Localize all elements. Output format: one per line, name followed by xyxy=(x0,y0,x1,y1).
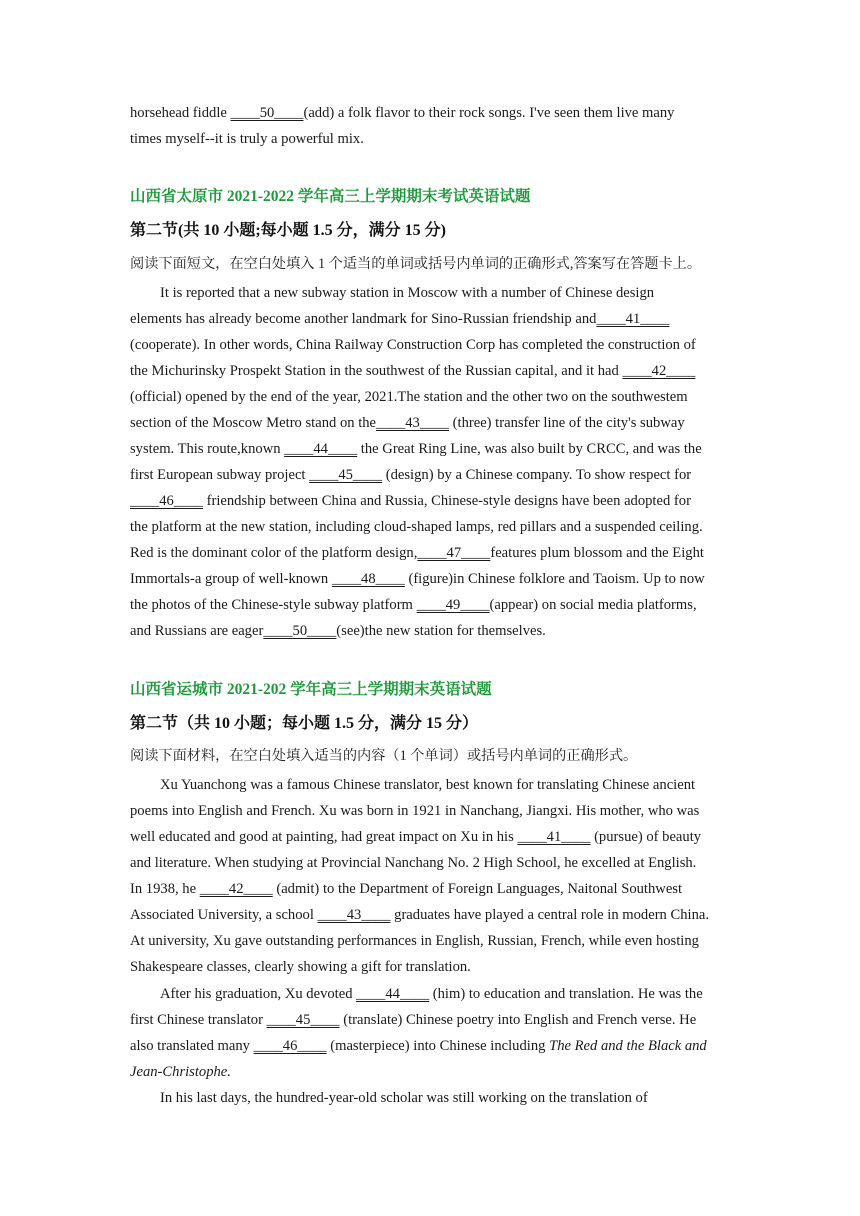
blank-44: ____44____ xyxy=(356,986,430,1002)
text-line: and literature. When studying at Provincial Nanchang No. 2 High School, he excelled at English. xyxy=(130,855,697,871)
blank-48: ____48____ xyxy=(331,571,405,587)
text: After his graduation, Xu devoted xyxy=(160,986,357,1002)
text-line xyxy=(130,439,702,459)
text-line xyxy=(130,1036,707,1056)
text-line: In his last days, the hundred-year-old scholar was still working on the translation of xyxy=(160,1090,648,1106)
blank-49: ____49____ xyxy=(416,597,490,613)
text: Red is the dominant color of the platform design, xyxy=(130,545,418,561)
text: (pursue) of beauty xyxy=(590,829,702,845)
blank-50: ____50____ xyxy=(230,105,304,121)
section-title-yuncheng: 山西省运城市 2021-202 学年高三上学期期末英语试题 xyxy=(130,681,492,698)
text-line: (cooperate). In other words, China Railway Construction Corp has completed the construction of xyxy=(130,337,696,353)
blank-41: ____41____ xyxy=(596,311,670,327)
text: (him) to education and translation. He was the xyxy=(429,986,703,1002)
text: In 1938, he xyxy=(130,881,200,897)
text: horsehead fiddle xyxy=(130,105,231,121)
text-line xyxy=(160,984,703,1004)
text-line: At university, Xu gave outstanding performances in English, Russian, French, while even hosting xyxy=(130,933,699,949)
text-line xyxy=(130,879,682,899)
text: (translate) Chinese poetry into English and French verse. He xyxy=(339,1012,697,1028)
italic-title: Jean-Christophe. xyxy=(130,1064,231,1080)
text: the Michurinsky Prospekt Station in the southwest of the Russian capital, and it had xyxy=(130,363,623,379)
text-line xyxy=(130,905,709,925)
instruction-text: 阅读下面材料，在空白处填入适当的内容（1 个单词）或括号内单词的正确形式。 xyxy=(130,748,638,764)
text-line: Xu Yuanchong was a famous Chinese translator, best known for translating Chinese ancient xyxy=(160,777,696,793)
text-line xyxy=(130,465,691,485)
blank-45: ____45____ xyxy=(266,1012,340,1028)
blank-43: ____43____ xyxy=(376,415,449,431)
text-line: poems into English and French. Xu was born in 1921 in Nanchang, Jiangxi. His mother, who was xyxy=(130,803,700,819)
text-line: times myself--it is truly a powerful mix. xyxy=(130,131,364,147)
text-line xyxy=(130,569,705,589)
text-line xyxy=(130,361,695,381)
blank-46: ____46____ xyxy=(130,493,203,509)
text: section of the Moscow Metro stand on the xyxy=(130,415,377,431)
text-line: Shakespeare classes, clearly showing a gift for translation. xyxy=(130,959,471,975)
text: features plum blossom and the Eight xyxy=(490,545,704,561)
text: first Chinese translator xyxy=(130,1012,267,1028)
text: and Russians are eager xyxy=(130,623,264,639)
text-line xyxy=(130,621,546,641)
text: first European subway project xyxy=(130,467,310,483)
text: (appear) on social media platforms, xyxy=(489,597,697,613)
blank-46: ____46____ xyxy=(253,1038,327,1054)
text-line: It is reported that a new subway station in Moscow with a number of Chinese design xyxy=(160,285,655,301)
text-line xyxy=(130,827,701,847)
text: graduates have played a central role in modern China. xyxy=(390,907,710,923)
text: Associated University, a school xyxy=(130,907,318,923)
text: Immortals-a group of well-known xyxy=(130,571,332,587)
text-line: the platform at the new station, including cloud-shaped lamps, red pillars and a suspended ceiling. xyxy=(130,519,703,535)
text-line xyxy=(130,1062,231,1082)
blank-42: ____42____ xyxy=(622,363,696,379)
text-line xyxy=(130,103,674,123)
text-line xyxy=(130,1010,696,1030)
text: (three) transfer line of the city's subway xyxy=(449,415,685,431)
text-line xyxy=(130,413,685,433)
text-line xyxy=(130,543,704,563)
text: system. This route,known xyxy=(130,441,285,457)
text-line xyxy=(130,595,697,615)
blank-44: ____44____ xyxy=(284,441,358,457)
text-line xyxy=(130,491,691,511)
instruction-text: 阅读下面短文，在空白处填入 1 个适当的单词或括号内单词的正确形式,答案写在答题卡上。 xyxy=(130,256,702,272)
italic-title: The Red and the Black and xyxy=(549,1038,707,1054)
text: (admit) to the Department of Foreign Languages, Naitonal Southwest xyxy=(272,881,683,897)
text: the photos of the Chinese-style subway platform xyxy=(130,597,417,613)
text: (figure)in Chinese folklore and Taoism. Up to now xyxy=(404,571,705,587)
text: (masterpiece) into Chinese including xyxy=(326,1038,550,1054)
section-subtitle: 第二节(共 10 小题;每小题 1.5 分，满分 15 分) xyxy=(130,222,446,239)
blank-42: ____42____ xyxy=(199,881,273,897)
text-line xyxy=(130,309,669,329)
blank-47: ____47____ xyxy=(417,545,491,561)
text: elements has already become another landmark for Sino-Russian friendship and xyxy=(130,311,597,327)
blank-45: ____45____ xyxy=(309,467,383,483)
blank-43: ____43____ xyxy=(317,907,391,923)
text-line: (official) opened by the end of the year, 2021.The station and the other two on the southwestem xyxy=(130,389,688,405)
text: friendship between China and Russia, Chinese-style designs have been adopted for xyxy=(202,493,691,509)
section-subtitle: 第二节（共 10 小题；每小题 1.5 分，满分 15 分） xyxy=(130,715,479,732)
blank-41: ____41____ xyxy=(517,829,591,845)
text: (see)the new station for themselves. xyxy=(336,623,546,639)
text: the Great Ring Line, was also built by CRCC, and was the xyxy=(357,441,702,457)
blank-50: ____50____ xyxy=(263,623,337,639)
text: also translated many xyxy=(130,1038,254,1054)
text: (add) a folk flavor to their rock songs. I've seen them live many xyxy=(303,105,675,121)
text: well educated and good at painting, had great impact on Xu in his xyxy=(130,829,518,845)
section-title-taiyuan: 山西省太原市 2021-2022 学年高三上学期期末考试英语试题 xyxy=(130,188,531,205)
text: (design) by a Chinese company. To show respect for xyxy=(382,467,692,483)
